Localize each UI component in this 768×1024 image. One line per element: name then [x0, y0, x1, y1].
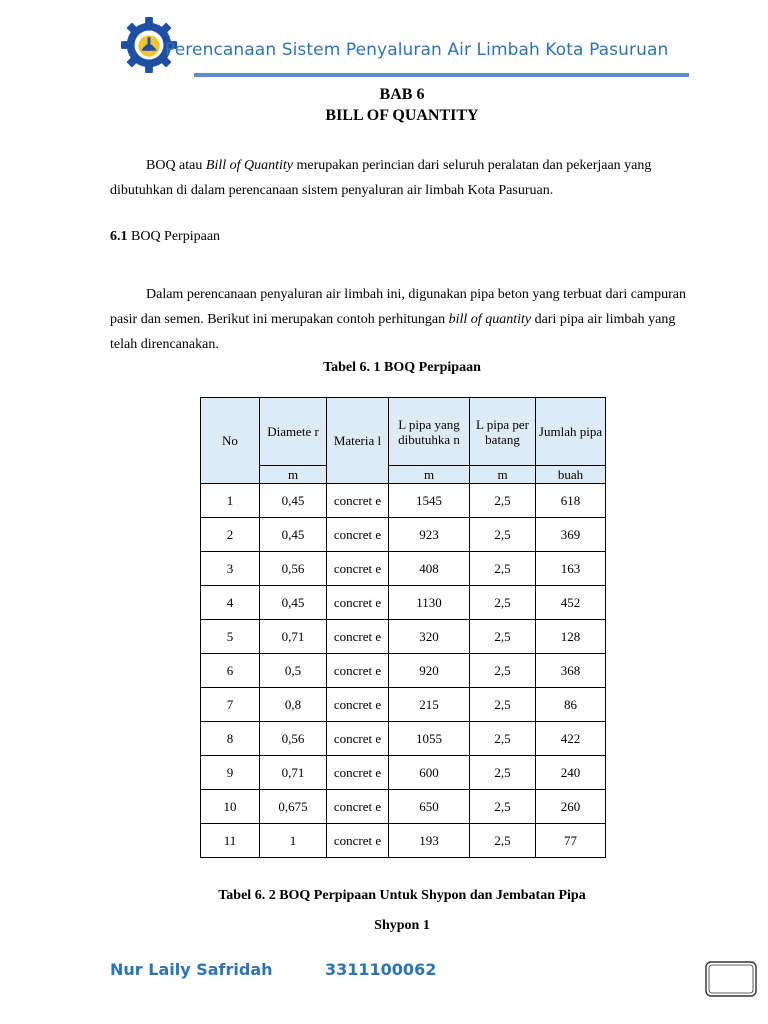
unit-jumlah: buah [536, 466, 606, 484]
cell-l-pipa: 1130 [389, 586, 470, 620]
cell-l-pipa: 650 [389, 790, 470, 824]
cell-material: concret e [327, 552, 389, 586]
cell-diameter: 0,45 [260, 586, 327, 620]
cell-jumlah: 163 [536, 552, 606, 586]
cell-l-per-batang: 2,5 [470, 722, 536, 756]
table1-caption: Tabel 6. 1 BOQ Perpipaan [323, 360, 481, 375]
intro-term: Bill of Quantity [205, 158, 293, 173]
boq-table [200, 397, 606, 858]
cell-jumlah: 77 [536, 824, 606, 858]
cell-material: concret e [327, 688, 389, 722]
cell-no: 10 [201, 790, 260, 824]
intro-paragraph [110, 153, 690, 203]
section-title: BOQ Perpipaan [127, 229, 221, 244]
table-row [201, 620, 606, 654]
cell-no: 2 [201, 518, 260, 552]
cell-l-per-batang: 2,5 [470, 824, 536, 858]
cell-l-per-batang: 2,5 [470, 518, 536, 552]
table-row [201, 790, 606, 824]
cell-l-pipa: 923 [389, 518, 470, 552]
page-number-frame-icon [704, 960, 758, 998]
intro-lead: BOQ atau [146, 158, 206, 173]
cell-diameter: 0,56 [260, 722, 327, 756]
cell-jumlah: 452 [536, 586, 606, 620]
unit-l-per-batang: m [470, 466, 536, 484]
header-material: Materia l [327, 398, 389, 484]
cell-l-per-batang: 2,5 [470, 620, 536, 654]
cell-l-per-batang: 2,5 [470, 756, 536, 790]
header-jumlah: Jumlah pipa [536, 398, 606, 466]
cell-diameter: 0,71 [260, 620, 327, 654]
page-header [0, 0, 768, 90]
cell-jumlah: 422 [536, 722, 606, 756]
cell-material: concret e [327, 824, 389, 858]
cell-jumlah: 618 [536, 484, 606, 518]
table-row [201, 688, 606, 722]
unit-l-pipa: m [389, 466, 470, 484]
cell-diameter: 0,5 [260, 654, 327, 688]
cell-jumlah: 86 [536, 688, 606, 722]
cell-l-per-batang: 2,5 [470, 484, 536, 518]
cell-l-pipa: 215 [389, 688, 470, 722]
header-diameter: Diamete r [260, 398, 327, 466]
cell-jumlah: 260 [536, 790, 606, 824]
cell-material: concret e [327, 790, 389, 824]
cell-material: concret e [327, 654, 389, 688]
cell-no: 4 [201, 586, 260, 620]
header-l-per-batang: L pipa per batang [470, 398, 536, 466]
header-l-pipa: L pipa yang dibutuhka n [389, 398, 470, 466]
cell-material: concret e [327, 586, 389, 620]
table-row [201, 722, 606, 756]
cell-jumlah: 128 [536, 620, 606, 654]
section-number: 6.1 [110, 229, 128, 244]
cell-no: 9 [201, 756, 260, 790]
cell-jumlah: 240 [536, 756, 606, 790]
cell-l-per-batang: 2,5 [470, 552, 536, 586]
cell-l-pipa: 1055 [389, 722, 470, 756]
cell-diameter: 0,45 [260, 484, 327, 518]
cell-l-per-batang: 2,5 [470, 688, 536, 722]
cell-jumlah: 369 [536, 518, 606, 552]
cell-l-per-batang: 2,5 [470, 790, 536, 824]
unit-diameter: m [260, 466, 327, 484]
header-title: Perencanaan Sistem Penyaluran Air Limbah Kota Pasuruan [165, 40, 669, 60]
cell-material: concret e [327, 484, 389, 518]
cell-material: concret e [327, 518, 389, 552]
cell-diameter: 0,71 [260, 756, 327, 790]
section-paragraph [110, 282, 690, 357]
section-term: bill of quantity [448, 312, 532, 327]
cell-no: 5 [201, 620, 260, 654]
cell-no: 1 [201, 484, 260, 518]
cell-l-pipa: 320 [389, 620, 470, 654]
section-heading [110, 229, 220, 245]
cell-l-pipa: 1545 [389, 484, 470, 518]
cell-material: concret e [327, 620, 389, 654]
cell-material: concret e [327, 722, 389, 756]
intro-rest: merupakan perincian dari seluruh peralatan dan pekerjaan yang dibutuhkan di dalam perencanaan sistem penyaluran air limbah Kota Pasuruan. [110, 158, 652, 198]
footer-student-id: 3311100062 [325, 960, 437, 979]
table-row [201, 586, 606, 620]
cell-diameter: 0,8 [260, 688, 327, 722]
cell-diameter: 0,56 [260, 552, 327, 586]
chapter-title: BILL OF QUANTITY [325, 107, 479, 124]
table-row [201, 824, 606, 858]
cell-l-pipa: 193 [389, 824, 470, 858]
cell-diameter: 0,675 [260, 790, 327, 824]
cell-jumlah: 368 [536, 654, 606, 688]
section-rest: dari pipa air limbah yang telah direncanakan. [110, 312, 676, 352]
header-divider [194, 73, 689, 77]
cell-no: 3 [201, 552, 260, 586]
cell-no: 7 [201, 688, 260, 722]
table-row [201, 484, 606, 518]
cell-no: 6 [201, 654, 260, 688]
cell-no: 8 [201, 722, 260, 756]
cell-material: concret e [327, 756, 389, 790]
header-no: No [201, 398, 260, 484]
table-row [201, 654, 606, 688]
cell-no: 11 [201, 824, 260, 858]
footer-author-name: Nur Laily Safridah [110, 960, 273, 979]
table2-subtitle: Shypon 1 [374, 918, 430, 933]
table-row [201, 756, 606, 790]
section-lead: Dalam perencanaan penyaluran air limbah ini, digunakan pipa beton yang terbuat dari campuran pasir dan semen. Berikut ini merupakan contoh perhitungan [110, 287, 686, 327]
cell-l-pipa: 408 [389, 552, 470, 586]
table-row [201, 552, 606, 586]
cell-l-per-batang: 2,5 [470, 586, 536, 620]
cell-l-per-batang: 2,5 [470, 654, 536, 688]
table-row [201, 518, 606, 552]
cell-l-pipa: 920 [389, 654, 470, 688]
cell-l-pipa: 600 [389, 756, 470, 790]
cell-diameter: 0,45 [260, 518, 327, 552]
table2-caption: Tabel 6. 2 BOQ Perpipaan Untuk Shypon dan Jembatan Pipa [218, 888, 586, 903]
chapter-number: BAB 6 [379, 86, 425, 103]
cell-diameter: 1 [260, 824, 327, 858]
